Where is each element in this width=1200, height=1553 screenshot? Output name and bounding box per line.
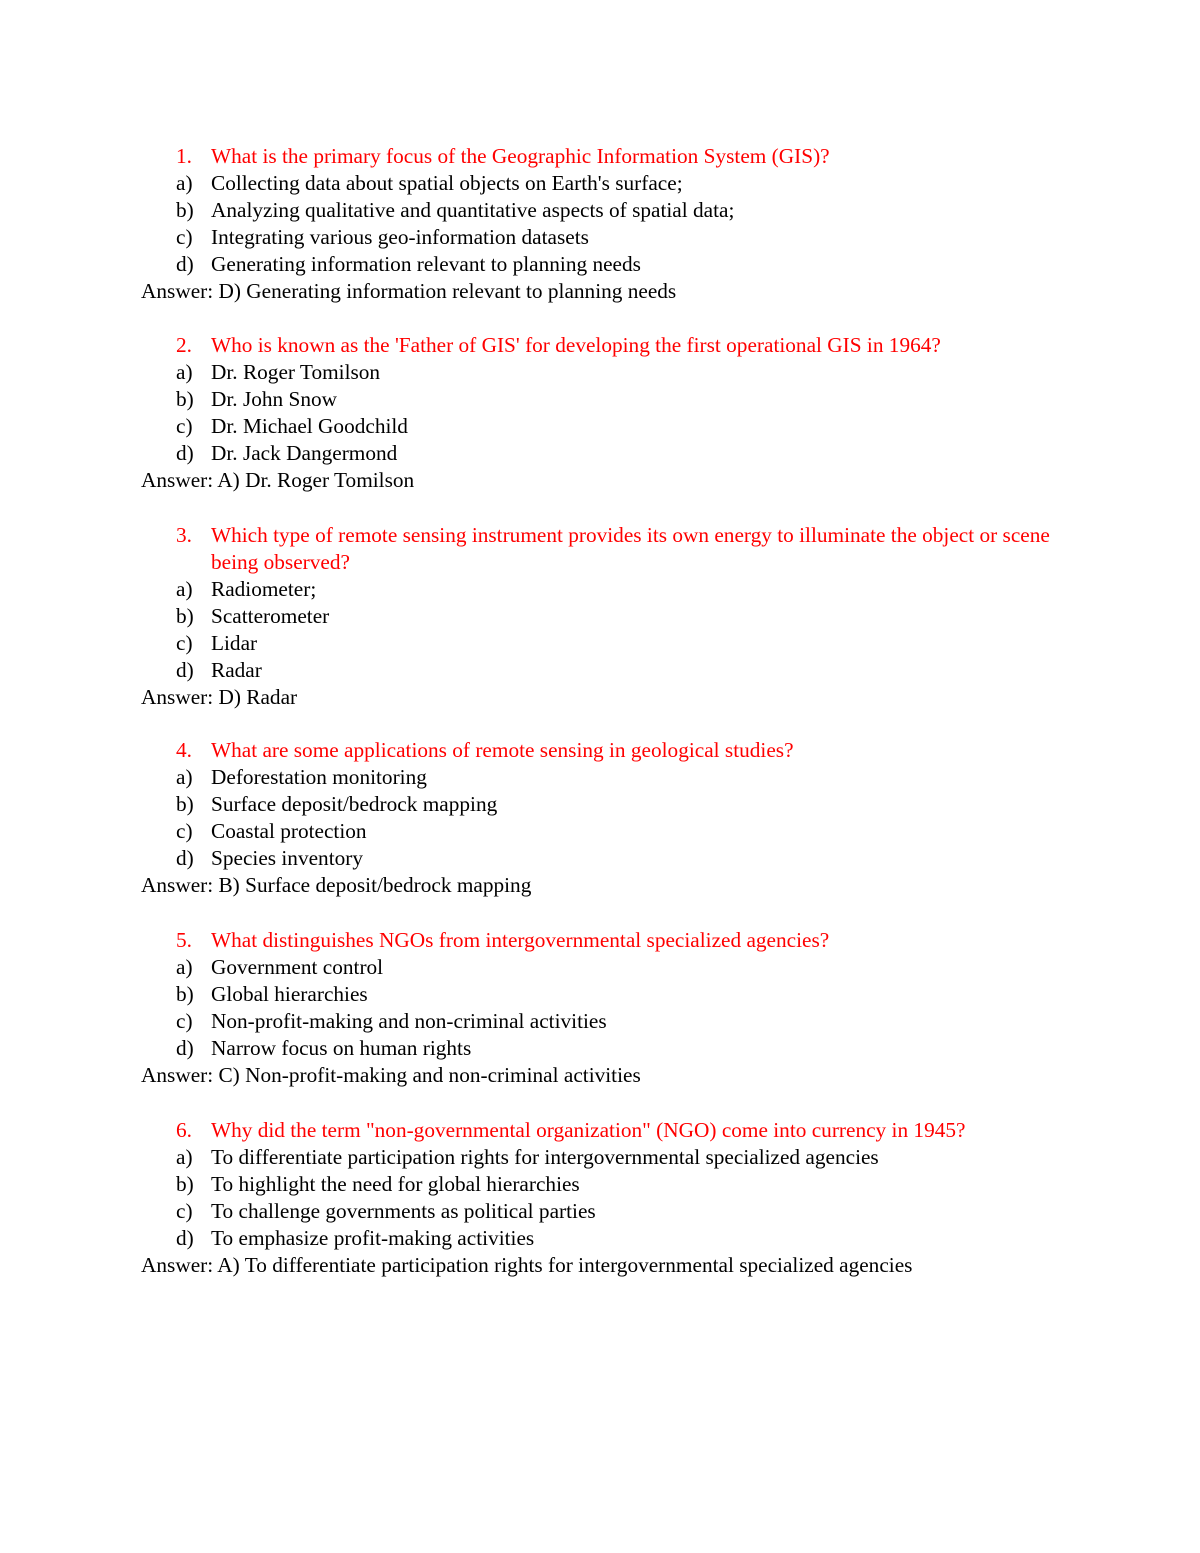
option-letter: b) [176,792,194,816]
question-block-5 [0,927,1200,1089]
option-letter: c) [176,631,193,655]
option-b [0,386,1200,413]
question-text: What distinguishes NGOs from intergovernmental specialized agencies? [211,928,830,952]
option-text: Dr. Michael Goodchild [211,414,408,438]
option-b [0,197,1200,224]
option-letter: a) [176,765,193,789]
option-letter: d) [176,658,194,682]
option-text: Government control [211,955,384,979]
question-line [0,522,1200,576]
option-text: Global hierarchies [211,982,368,1006]
option-text: Integrating various geo-information datasets [211,225,589,249]
option-a [0,170,1200,197]
option-a [0,359,1200,386]
option-text: Dr. Roger Tomilson [211,360,381,384]
option-letter: a) [176,360,193,384]
option-letter: a) [176,955,193,979]
option-text: Analyzing qualitative and quantitative aspects of spatial data; [211,198,735,222]
question-text: What are some applications of remote sensing in geological studies? [211,738,794,762]
option-d [0,845,1200,872]
answer-line: Answer: B) Surface deposit/bedrock mapping [141,873,532,897]
option-d [0,1225,1200,1252]
option-text: To emphasize profit-making activities [211,1226,535,1250]
question-block-2 [0,332,1200,494]
option-letter: d) [176,441,194,465]
option-text: Radar [211,658,262,682]
option-c [0,1008,1200,1035]
option-a [0,1144,1200,1171]
option-text: Surface deposit/bedrock mapping [211,792,498,816]
option-letter: a) [176,577,193,601]
option-letter: c) [176,1199,193,1223]
option-c [0,1198,1200,1225]
option-letter: c) [176,1009,193,1033]
question-text: Why did the term "non-governmental organization" (NGO) come into currency in 1945? [211,1118,966,1142]
answer-line: Answer: D) Generating information relevant to planning needs [141,279,677,303]
option-text: To differentiate participation rights for intergovernmental specialized agencies [211,1145,879,1169]
option-c [0,630,1200,657]
option-letter: a) [176,1145,193,1169]
question-text: What is the primary focus of the Geographic Information System (GIS)? [211,144,830,168]
question-text: Which type of remote sensing instrument provides its own energy to illuminate the object or scene being observed? [211,523,1050,574]
option-letter: c) [176,225,193,249]
option-letter: b) [176,198,194,222]
option-letter: a) [176,171,193,195]
answer-line: Answer: A) Dr. Roger Tomilson [141,468,415,492]
question-number: 2. [176,333,192,357]
option-letter: d) [176,1036,194,1060]
option-b [0,791,1200,818]
answer-line: Answer: D) Radar [141,685,298,709]
option-text: Scatterometer [211,604,330,628]
option-text: Coastal protection [211,819,367,843]
option-text: Deforestation monitoring [211,765,427,789]
option-c [0,818,1200,845]
option-b [0,981,1200,1008]
option-text: Non-profit-making and non-criminal activities [211,1009,607,1033]
option-c [0,224,1200,251]
option-letter: d) [176,846,194,870]
option-d [0,440,1200,467]
option-text: To challenge governments as political parties [211,1199,596,1223]
question-number: 3. [176,523,192,547]
question-number: 6. [176,1118,192,1142]
option-a [0,576,1200,603]
option-a [0,764,1200,791]
question-block-3 [0,522,1200,711]
option-text: Species inventory [211,846,364,870]
answer-line: Answer: A) To differentiate participation rights for intergovernmental specialized agencies [141,1253,913,1277]
option-letter: b) [176,387,194,411]
option-d [0,251,1200,278]
option-a [0,954,1200,981]
option-text: To highlight the need for global hierarchies [211,1172,580,1196]
option-text: Collecting data about spatial objects on Earth's surface; [211,171,683,195]
question-number: 4. [176,738,192,762]
option-text: Generating information relevant to planning needs [211,252,641,276]
question-line [0,332,1200,359]
option-b [0,1171,1200,1198]
answer-line: Answer: C) Non-profit-making and non-criminal activities [141,1063,641,1087]
option-c [0,413,1200,440]
option-letter: b) [176,604,194,628]
question-text: Who is known as the 'Father of GIS' for developing the first operational GIS in 1964? [211,333,941,357]
option-letter: d) [176,252,194,276]
option-text: Dr. John Snow [211,387,338,411]
option-b [0,603,1200,630]
question-block-1 [0,143,1200,305]
option-letter: c) [176,414,193,438]
question-line [0,1117,1200,1144]
option-letter: c) [176,819,193,843]
question-line [0,737,1200,764]
option-d [0,1035,1200,1062]
option-d [0,657,1200,684]
option-letter: d) [176,1226,194,1250]
option-letter: b) [176,982,194,1006]
option-text: Radiometer; [211,577,317,601]
question-block-6 [0,1117,1200,1279]
option-text: Lidar [211,631,258,655]
question-number: 1. [176,144,192,168]
option-letter: b) [176,1172,194,1196]
option-text: Narrow focus on human rights [211,1036,472,1060]
option-text: Dr. Jack Dangermond [211,441,398,465]
question-line [0,927,1200,954]
question-block-4 [0,737,1200,899]
question-line [0,143,1200,170]
question-number: 5. [176,928,192,952]
